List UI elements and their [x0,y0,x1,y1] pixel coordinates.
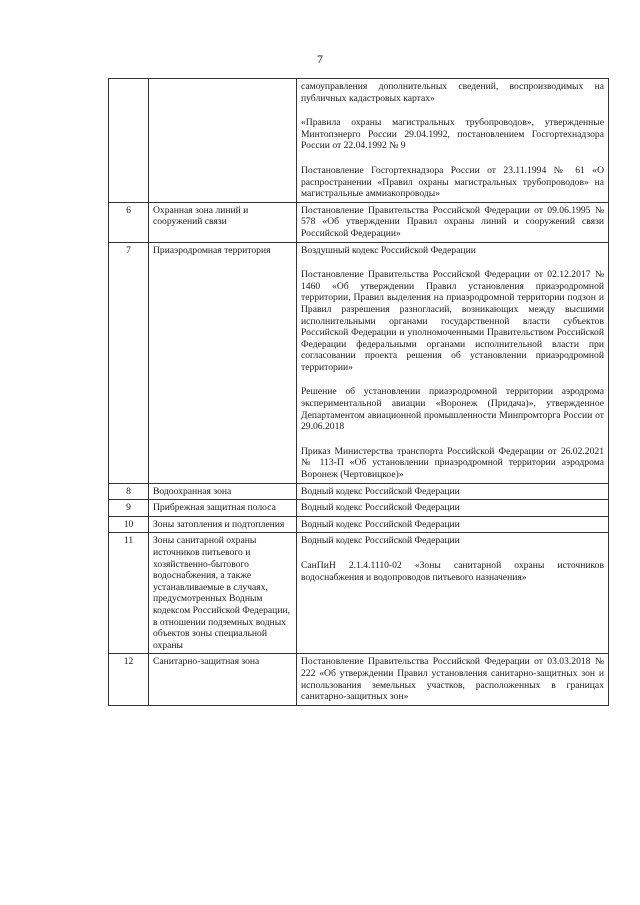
table-row [109,202,609,242]
table-row [109,79,609,203]
regulatory-documents [297,242,609,483]
document-reference: Постановление Правительства Российской Федерации от 09.06.1995 № 578 «Об утверждении Правил охраны линий и сооружений связи Российской Федерации» [301,204,604,239]
page-number: 7 [317,52,323,66]
document-reference: СанПиН 2.1.4.1110-02 «Зоны санитарной охраны источников водоснабжения и водопроводов питьевого назначения» [301,560,604,583]
table-row [109,533,609,654]
zones-table [108,78,609,706]
regulatory-documents [297,79,609,203]
document-reference: Воздушный кодекс Российской Федерации [301,244,476,256]
document-reference: Постановление Госгортехнадзора России от 23.11.1994 № 61 «О распространении «Правил охраны магистральных трубопроводов» на магистральные аммиакопроводы» [301,164,604,200]
document-reference: Водный кодекс Российской Федерации [301,485,460,497]
document-reference: Постановление Правительства Российской Федерации от 03.03.2018 № 222 «Об утверждении Правил установления санитарно-защитных зон и использования земельных участков, расположенных в границах санитарно-защитных зон» [301,656,604,703]
table-row [109,500,609,517]
row-number: 7 [109,242,149,483]
row-number [109,79,149,203]
zone-name: Приаэродромная территория [149,242,297,483]
zone-name: Охранная зона линий и сооружений связи [149,202,297,242]
regulatory-documents [297,654,609,705]
regulatory-documents [297,516,609,533]
table-row [109,242,609,483]
zone-name: Водоохранная зона [149,483,297,500]
document-reference: Приказ Министерства транспорта Российской Федерации от 26.02.2021 № 113-П «Об установлении приаэродромной территории аэродрома Воронеж (Чертовицкое)» [301,445,604,481]
document-reference: самоуправления дополнительных сведений, воспроизводимых на публичных кадастровых картах» [301,81,604,104]
row-number: 11 [109,533,149,654]
document-reference: Водный кодекс Российской Федерации [301,518,460,530]
document-reference: Водный кодекс Российской Федерации [301,502,460,514]
table-row [109,654,609,705]
regulatory-documents [297,202,609,242]
table-row [109,483,609,500]
row-number: 10 [109,516,149,533]
regulatory-documents [297,483,609,500]
row-number: 6 [109,202,149,242]
table-body [109,79,609,706]
zone-name [149,79,297,203]
zone-name: Зоны санитарной охраны источников питьевого и хозяйственно-бытового водоснабжения, а также устанавливаемые в случаях, предусмотренных Водным кодексом Российской Федерации, в отношении подземных водных объектов зоны специальной охраны [149,533,297,654]
document-reference: «Правила охраны магистральных трубопроводов», утвержденные Минтопэнерго России 29.04.1992, постановлением Госгортехнадзора России от 22.04.1992 № 9 [301,117,604,152]
regulatory-documents [297,500,609,517]
zone-name: Зоны затопления и подтопления [149,516,297,533]
document-reference: Постановление Правительства Российской Федерации от 02.12.2017 № 1460 «Об утверждении Правил установления приаэродромной территории, Правил выделения на приаэродромной территории подзон и Правил разрешения разногласий, возникающих между высшими исполнительными органами государственной власти субъектов Российской Федерации и уполномоченными Правительством Российской Федерации федеральными органами исполнительной власти при согласовании проекта решения об установлении приаэродромной территории» [301,269,604,373]
table-row [109,516,609,533]
document-reference: Водный кодекс Российской Федерации [301,535,460,547]
document-reference: Решение об установлении приаэродромной территории аэродрома экспериментальной авиации «Воронеж (Придача)», утвержденное Департаментом авиационной промышленности Минпромторга России от 29.06.2018 [301,386,604,433]
row-number: 12 [109,654,149,705]
zone-name: Санитарно-защитная зона [149,654,297,705]
regulatory-documents [297,533,609,654]
row-number: 8 [109,483,149,500]
row-number: 9 [109,500,149,517]
zone-name: Прибрежная защитная полоса [149,500,297,517]
